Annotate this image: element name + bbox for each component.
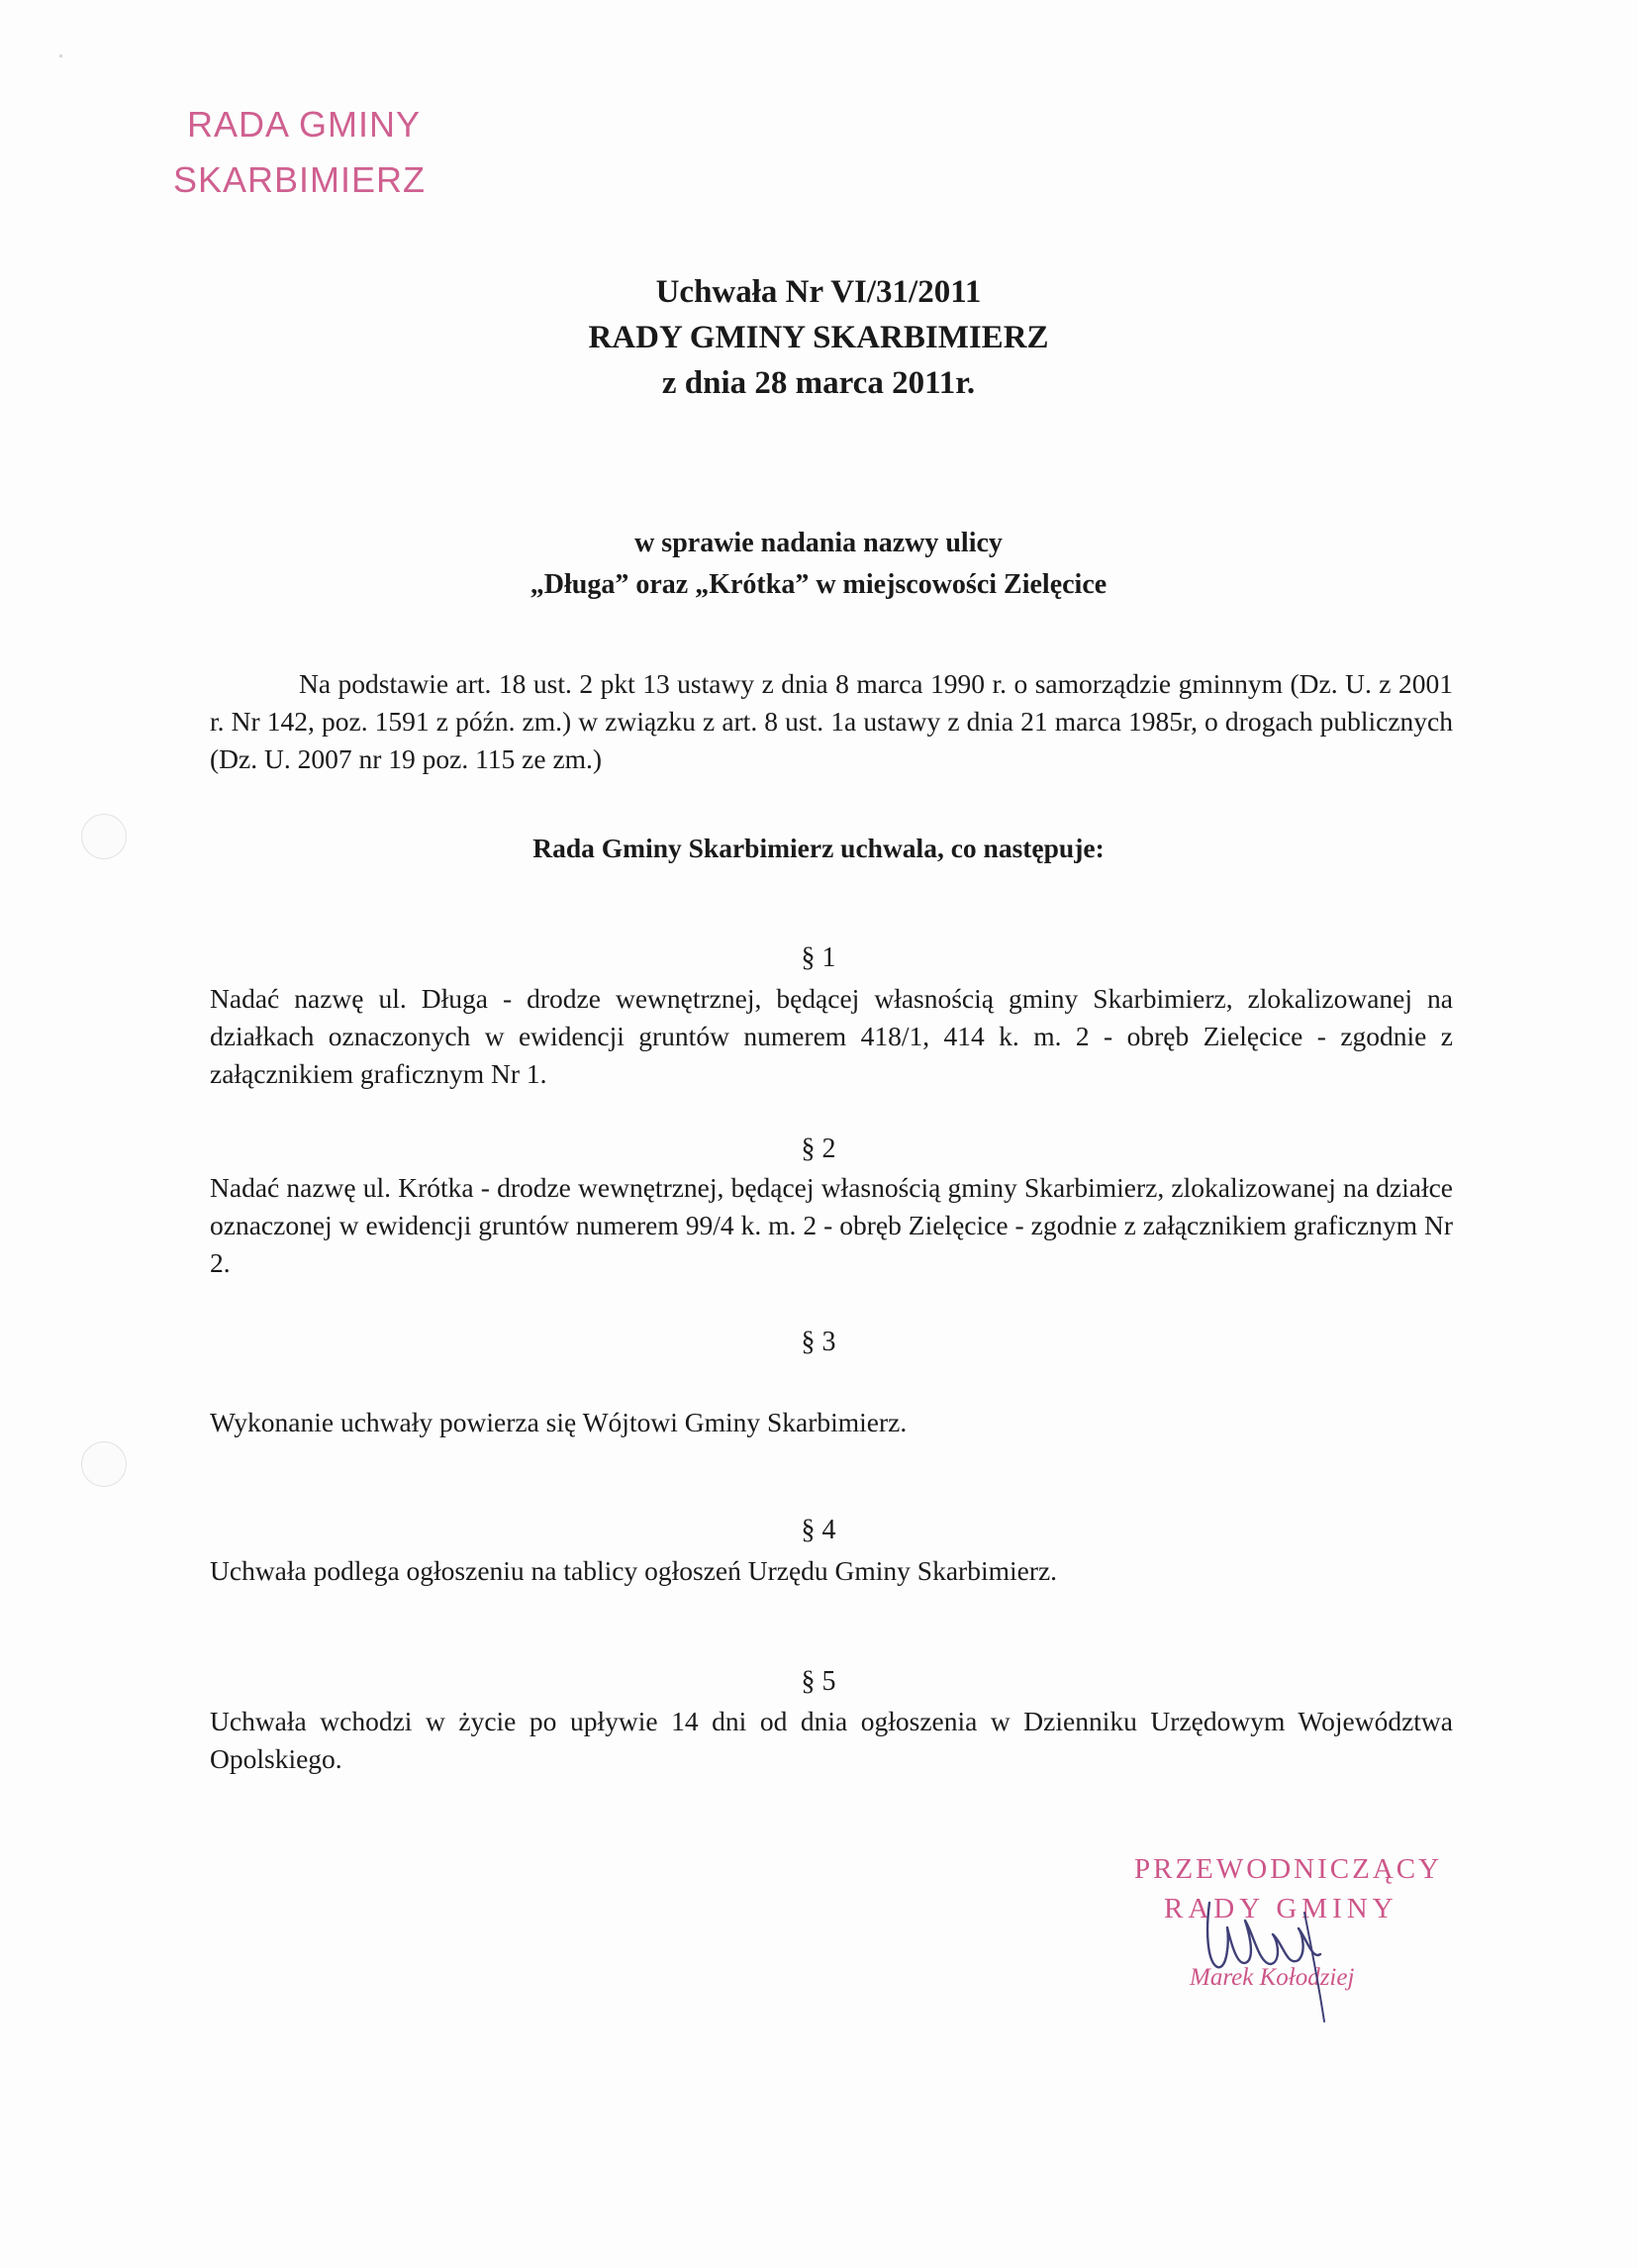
section-3-text: Wykonanie uchwały powierza się Wójtowi Gminy Skarbimierz. (210, 1407, 908, 1437)
resolves-statement: Rada Gminy Skarbimierz uchwala, co następuje: (532, 833, 1105, 863)
section-4-number: § 4 (801, 1515, 836, 1545)
resolution-number: Uchwała Nr VI/31/2011 (655, 274, 982, 310)
resolution-subject (0, 523, 1637, 606)
chairman-stamp-council: RADY GMINY (1164, 1893, 1398, 1924)
council-stamp-line1: RADA GMINY (187, 104, 422, 145)
punch-hole-mark (81, 814, 127, 859)
subject-line1: w sprawie nadania nazwy ulicy (634, 528, 1003, 558)
handwritten-signature (1188, 1873, 1366, 2031)
chairman-signature-stamp (1128, 1853, 1465, 2031)
resolution-council: RADY GMINY SKARBIMIERZ (588, 320, 1049, 355)
section-4-text: Uchwała podlega ogłoszeniu na tablicy ogłoszeń Urzędu Gminy Skarbimierz. (210, 1555, 1058, 1586)
section-5-number: § 5 (801, 1666, 836, 1697)
section-1-number: § 1 (801, 942, 836, 973)
chairman-stamp-title: PRZEWODNICZĄCY (1134, 1853, 1443, 1885)
section-3-number: § 3 (801, 1327, 836, 1357)
council-stamp (173, 97, 490, 208)
section-5-text: Uchwała wchodzi w życie po upływie 14 dni od dnia ogłoszenia w Dzienniku Urzędowym Województwa Opolskiego. (210, 1706, 1453, 1774)
punch-hole-mark (81, 1441, 127, 1487)
subject-line2: „Długa” oraz „Krótka” w miejscowości Zielęcice (530, 569, 1107, 600)
chairman-stamp-name: Marek Kołodziej (1190, 1964, 1355, 1991)
resolution-header (0, 269, 1637, 406)
section-1-text: Nadać nazwę ul. Długa - drodze wewnętrznej, będącej własnością gminy Skarbimierz, zlokalizowanej na działkach oznaczonych w ewidencji gruntów numerem 418/1, 414 k. m. 2 - obręb Zielęcice - zgodnie z załącznikiem graficznym Nr 1. (210, 983, 1453, 1089)
scan-speck (59, 54, 62, 57)
section-2-text: Nadać nazwę ul. Krótka - drodze wewnętrznej, będącej własnością gminy Skarbimierz, zlokalizowanej na działce oznaczonej w ewidencji gruntów numerem 99/4 k. m. 2 - obręb Zielęcice - zgodnie z załącznikiem graficznym Nr 2. (210, 1172, 1453, 1278)
legal-basis-paragraph: Na podstawie art. 18 ust. 2 pkt 13 ustawy z dnia 8 marca 1990 r. o samorządzie gminnym (Dz. U. z 2001 r. Nr 142, poz. 1591 z późn. zm.) w związku z art. 8 ust. 1a ustawy z dnia 21 marca 1985r, o drogach publicznych (Dz. U. 2007 nr 19 poz. 115 ze zm.) (210, 668, 1453, 774)
section-2-number: § 2 (801, 1134, 836, 1164)
resolution-date: z dnia 28 marca 2011r. (661, 365, 976, 401)
council-stamp-line2: SKARBIMIERZ (173, 159, 427, 200)
